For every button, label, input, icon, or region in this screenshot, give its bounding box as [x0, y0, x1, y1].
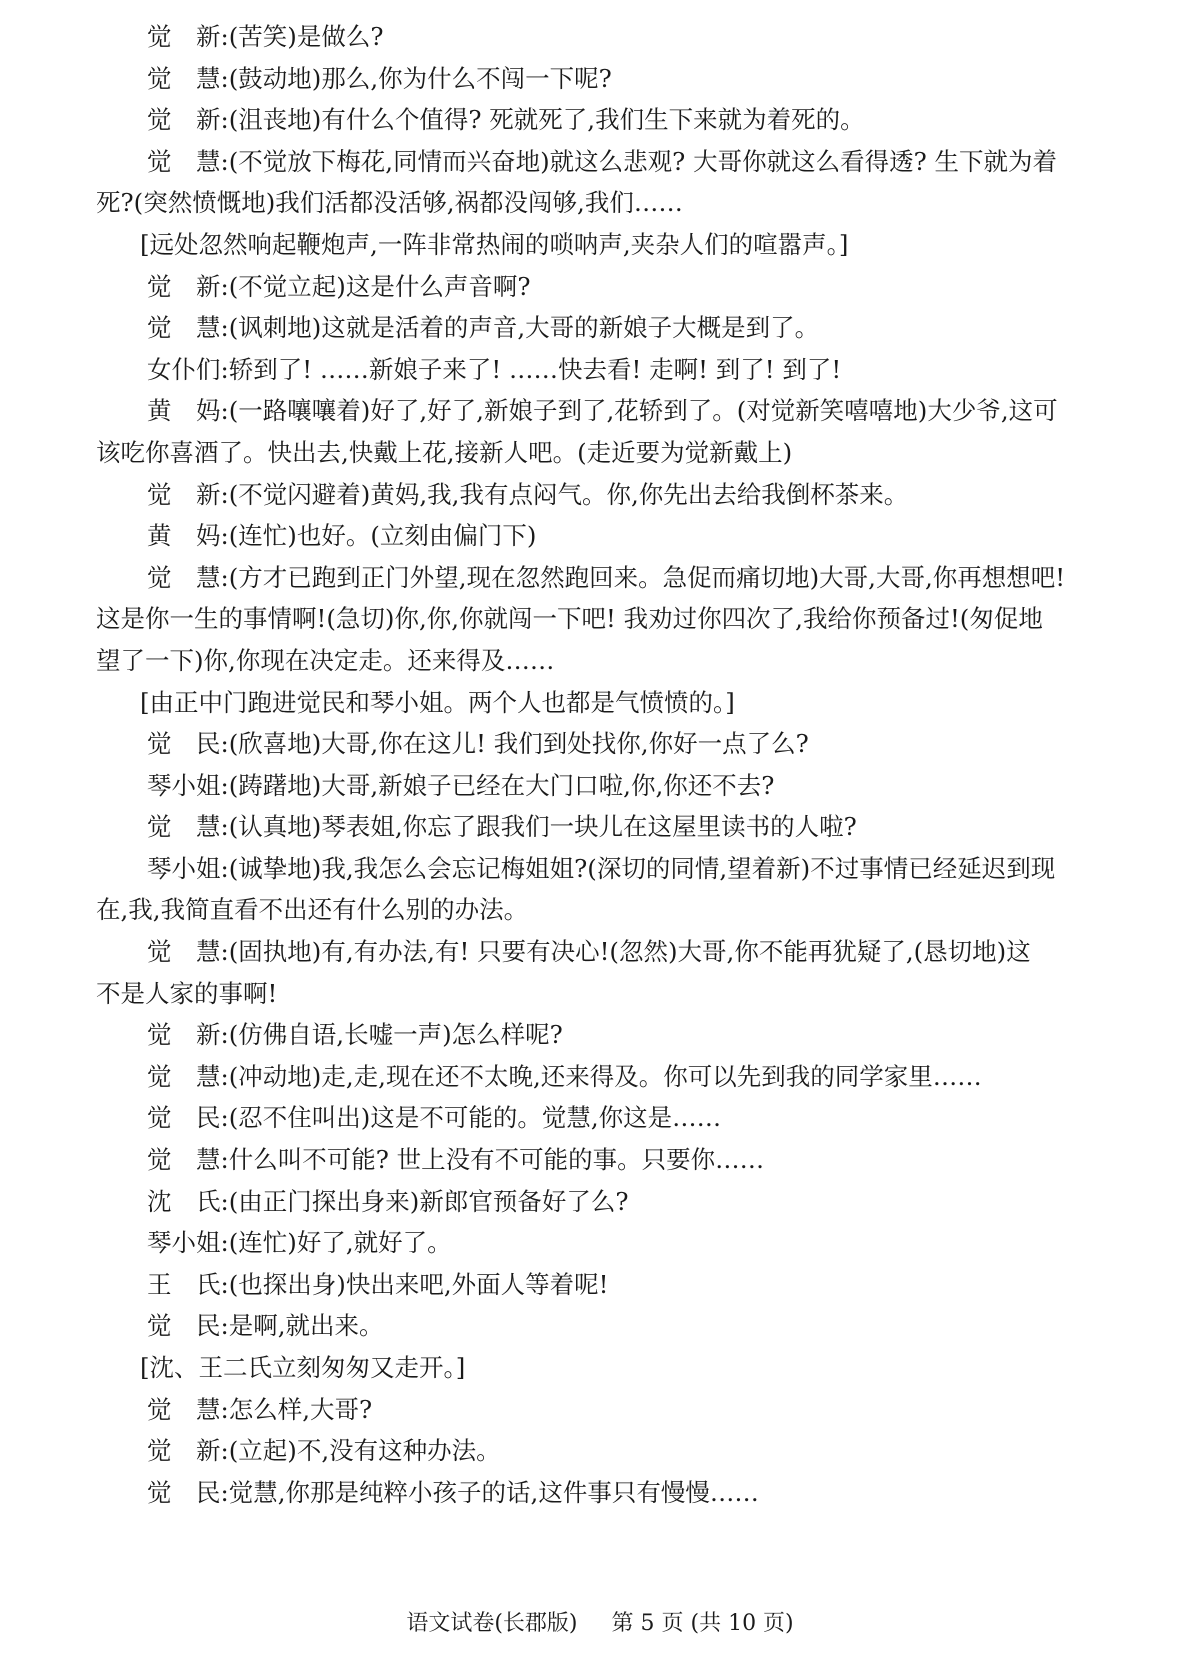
dialogue-line: 觉 慧:(认真地)琴表姐,你忘了跟我们一块儿在这屋里读书的人啦?: [147, 812, 857, 842]
dialogue-line: 觉 新:(立起)不,没有这种办法。: [147, 1436, 501, 1466]
text-line: 望了一下)你,你现在决定走。还来得及……: [96, 645, 555, 675]
text-line: 不是人家的事啊!: [96, 978, 278, 1008]
footer-page-number: 第 5 页 (共 10 页): [611, 1611, 794, 1636]
dialogue-line: 觉 民:是啊,就出来。: [147, 1311, 384, 1341]
dialogue-line: 觉 新:(沮丧地)有什么个值得? 死就死了,我们生下来就为着死的。: [147, 105, 865, 135]
dialogue-line: 觉 民:觉慧,你那是纯粹小孩子的话,这件事只有慢慢……: [147, 1477, 759, 1507]
dialogue-line: 觉 新:(苦笑)是做么?: [147, 22, 384, 51]
script-text: [96, 16, 1176, 1513]
footer-exam-title: 语文试卷(长郡版): [406, 1611, 578, 1636]
dialogue-line: 琴小姐:(连忙)好了,就好了。: [147, 1228, 452, 1258]
dialogue-line: 觉 慧:(冲动地)走,走,现在还不太晚,还来得及。你可以先到我的同学家里……: [147, 1061, 982, 1091]
dialogue-line: 觉 慧:(方才已跑到正门外望,现在忽然跑回来。急促而痛切地)大哥,大哥,你再想想吧!: [147, 562, 1066, 592]
dialogue-line: 觉 新:(不觉闪避着)黄妈,我,我有点闷气。你,你先出去给我倒杯茶来。: [147, 479, 909, 509]
dialogue-line: 觉 新:(不觉立起)这是什么声音啊?: [147, 271, 531, 301]
stage-direction: [沈、王二氏立刻匆匆又走开。]: [140, 1353, 466, 1382]
dialogue-line: 觉 民:(忍不住叫出)这是不可能的。觉慧,你这是……: [147, 1103, 722, 1133]
dialogue-line: 王 氏:(也探出身)快出来吧,外面人等着呢!: [147, 1269, 609, 1299]
text-line: 这是你一生的事情啊!(急切)你,你,你就闯一下吧! 我劝过你四次了,我给你预备过!(匆促地: [96, 604, 1043, 634]
dialogue-line: 琴小姐:(诚挚地)我,我怎么会忘记梅姐姐?(深切的同情,望着新)不过事情已经延迟到现: [147, 853, 1056, 883]
dialogue-line: 觉 新:(仿佛自语,长嘘一声)怎么样呢?: [147, 1020, 563, 1050]
dialogue-line: 黄 妈:(一路嚷嚷着)好了,好了,新娘子到了,花轿到了。(对觉新笑嘻嘻地)大少爷,这可: [147, 396, 1058, 426]
dialogue-line: 琴小姐:(踌躇地)大哥,新娘子已经在大门口啦,你,你还不去?: [147, 770, 775, 800]
stage-direction: [由正中门跑进觉民和琴小姐。两个人也都是气愤愤的。]: [140, 687, 735, 717]
dialogue-line: 觉 慧:(不觉放下梅花,同情而兴奋地)就这么悲观? 大哥你就这么看得透? 生下就为着: [147, 146, 1058, 176]
dialogue-line: 觉 慧:(固执地)有,有办法,有! 只要有决心!(忽然)大哥,你不能再犹疑了,(恳切地)这: [147, 937, 1031, 967]
dialogue-line: 觉 慧:(鼓动地)那么,你为什么不闯一下呢?: [147, 63, 612, 93]
dialogue-line: 女仆们:轿到了! ……新娘子来了! ……快去看! 走啊! 到了! 到了!: [147, 354, 842, 384]
dialogue-line: 黄 妈:(连忙)也好。(立刻由偏门下): [147, 521, 537, 551]
dialogue-line: 沈 氏:(由正门探出身来)新郎官预备好了么?: [147, 1186, 629, 1216]
dialogue-line: 觉 慧:什么叫不可能? 世上没有不可能的事。只要你……: [147, 1145, 765, 1175]
text-line: 死?(突然愤慨地)我们活都没活够,祸都没闯够,我们……: [96, 188, 683, 218]
stage-direction: [远处忽然响起鞭炮声,一阵非常热闹的唢呐声,夹杂人们的喧嚣声。]: [140, 229, 849, 259]
text-line: 在,我,我简直看不出还有什么别的办法。: [96, 895, 529, 925]
text-line: 该吃你喜酒了。快出去,快戴上花,接新人吧。(走近要为觉新戴上): [96, 437, 793, 467]
dialogue-line: 觉 慧:(讽刺地)这就是活着的声音,大哥的新娘子大概是到了。: [147, 313, 820, 343]
dialogue-line: 觉 民:(欣喜地)大哥,你在这儿! 我们到处找你,你好一点了么?: [147, 729, 809, 759]
dialogue-line: 觉 慧:怎么样,大哥?: [147, 1394, 373, 1424]
page-footer: [0, 1604, 1200, 1644]
